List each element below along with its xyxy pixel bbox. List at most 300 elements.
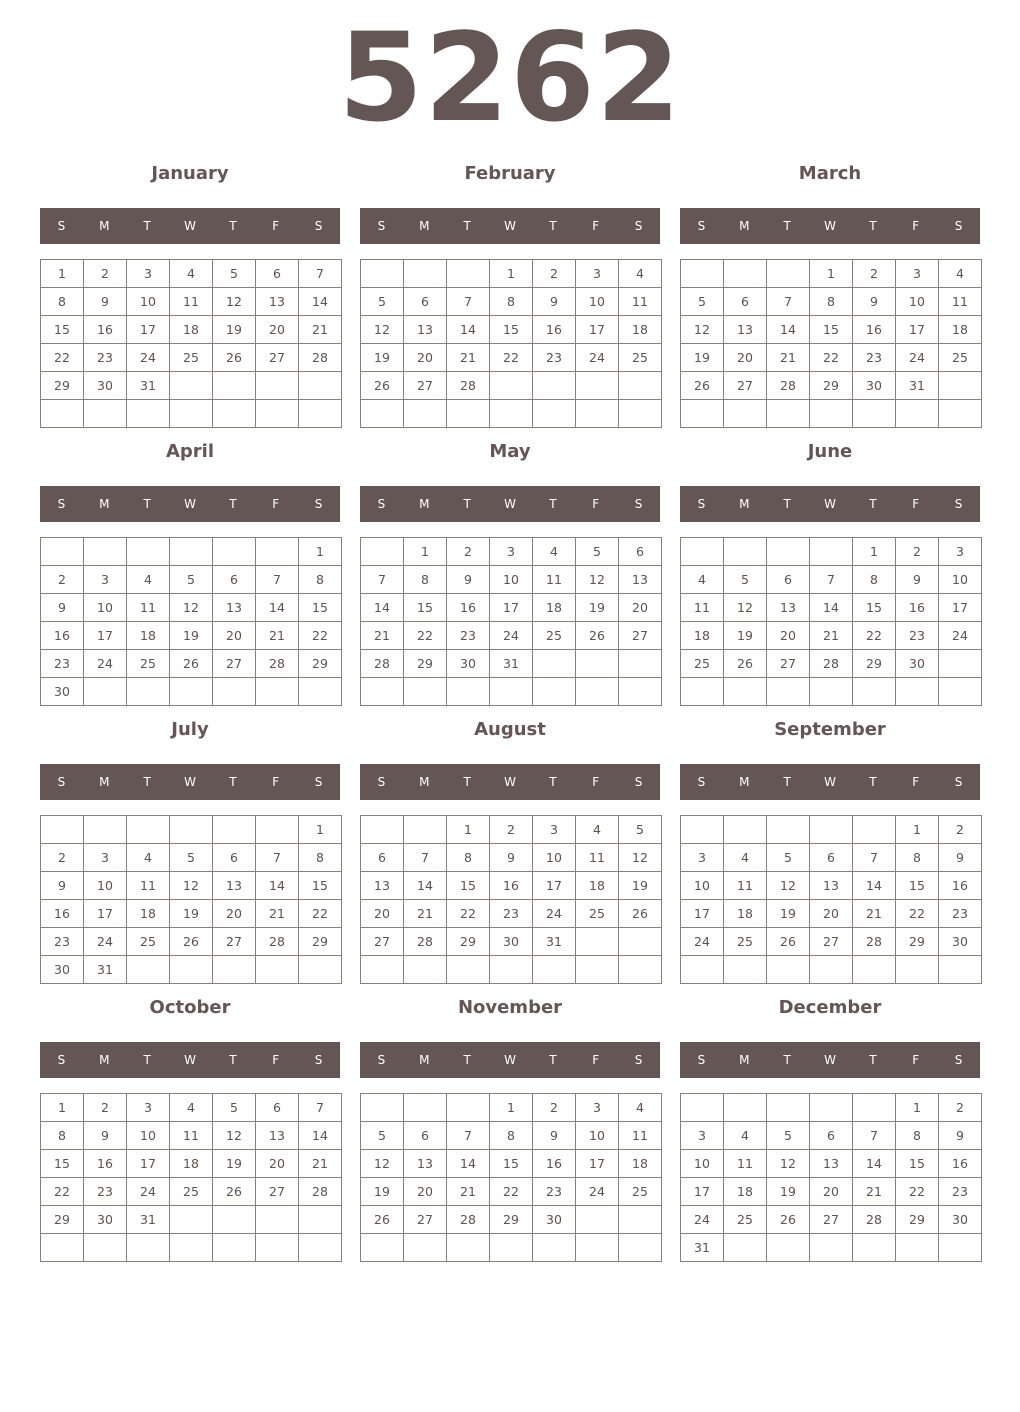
empty-day-cell [619, 400, 662, 428]
day-cell: 27 [256, 344, 299, 372]
day-cell: 10 [681, 872, 724, 900]
day-cell: 20 [767, 622, 810, 650]
day-cell: 15 [447, 872, 490, 900]
week-row [681, 1094, 982, 1122]
day-cell: 30 [41, 956, 84, 984]
empty-day-cell [41, 538, 84, 566]
empty-day-cell [533, 1234, 576, 1262]
day-cell: 1 [896, 816, 939, 844]
day-cell: 14 [447, 316, 490, 344]
day-cell: 10 [84, 872, 127, 900]
empty-day-cell [361, 678, 404, 706]
day-cell: 6 [361, 844, 404, 872]
weekday-label: S [314, 1053, 323, 1067]
empty-day-cell [213, 956, 256, 984]
day-cell: 27 [213, 928, 256, 956]
weekday-label: W [184, 775, 196, 789]
day-cell: 2 [84, 1094, 127, 1122]
week-row [361, 900, 662, 928]
day-grid [360, 537, 662, 706]
empty-day-cell [404, 260, 447, 288]
day-cell: 31 [681, 1234, 724, 1262]
week-row [361, 1178, 662, 1206]
day-cell: 29 [490, 1206, 533, 1234]
day-cell: 14 [256, 594, 299, 622]
week-row [361, 1234, 662, 1262]
empty-day-cell [681, 1094, 724, 1122]
empty-day-cell [810, 1094, 853, 1122]
week-row [361, 538, 662, 566]
empty-day-cell [853, 1094, 896, 1122]
empty-day-cell [576, 678, 619, 706]
day-cell: 6 [767, 566, 810, 594]
empty-day-cell [256, 400, 299, 428]
empty-day-cell [724, 1094, 767, 1122]
day-cell: 8 [896, 1122, 939, 1150]
weekday-label: S [954, 1053, 963, 1067]
weekday-label: M [99, 1053, 110, 1067]
day-cell: 6 [724, 288, 767, 316]
day-cell: 12 [170, 594, 213, 622]
empty-day-cell [127, 678, 170, 706]
day-cell: 24 [576, 344, 619, 372]
day-cell: 5 [619, 816, 662, 844]
week-row [361, 678, 662, 706]
day-cell: 26 [361, 1206, 404, 1234]
empty-day-cell [490, 372, 533, 400]
day-cell: 20 [213, 622, 256, 650]
week-row [41, 678, 342, 706]
empty-day-cell [576, 650, 619, 678]
week-row [41, 1234, 342, 1262]
day-cell: 11 [170, 1122, 213, 1150]
day-cell: 29 [41, 1206, 84, 1234]
day-cell: 23 [490, 900, 533, 928]
day-cell: 19 [213, 1150, 256, 1178]
day-cell: 15 [896, 872, 939, 900]
day-cell: 15 [41, 316, 84, 344]
month-name: March [798, 163, 862, 184]
week-row [361, 594, 662, 622]
empty-day-cell [724, 260, 767, 288]
empty-day-cell [447, 956, 490, 984]
day-cell: 5 [170, 566, 213, 594]
day-cell: 7 [447, 1122, 490, 1150]
day-cell: 23 [533, 344, 576, 372]
day-cell: 26 [170, 650, 213, 678]
day-cell: 8 [896, 844, 939, 872]
weekday-label: W [824, 497, 836, 511]
day-cell: 28 [256, 650, 299, 678]
day-cell: 2 [84, 260, 127, 288]
weekday-label: W [504, 219, 516, 233]
day-cell: 15 [490, 1150, 533, 1178]
empty-day-cell [681, 260, 724, 288]
week-row [361, 1122, 662, 1150]
day-cell: 17 [681, 900, 724, 928]
day-cell: 14 [447, 1150, 490, 1178]
day-cell: 12 [619, 844, 662, 872]
empty-day-cell [576, 400, 619, 428]
weekday-label: F [592, 219, 600, 233]
day-cell: 20 [810, 1178, 853, 1206]
weekday-label: S [954, 497, 963, 511]
day-cell: 22 [41, 344, 84, 372]
week-row [41, 622, 342, 650]
day-cell: 20 [724, 344, 767, 372]
day-cell: 9 [41, 594, 84, 622]
day-grid [360, 815, 662, 984]
day-cell: 7 [810, 566, 853, 594]
day-cell: 7 [256, 566, 299, 594]
weekday-label: W [184, 219, 196, 233]
weekday-label: T [783, 1053, 791, 1067]
weekday-header-bar [680, 486, 980, 522]
weekday-header-bar [680, 764, 980, 800]
day-cell: 9 [490, 844, 533, 872]
empty-day-cell [853, 1234, 896, 1262]
day-cell: 21 [853, 1178, 896, 1206]
week-row [41, 344, 342, 372]
month-name: September [774, 719, 886, 740]
empty-day-cell [767, 956, 810, 984]
day-cell: 30 [84, 372, 127, 400]
empty-day-cell [810, 538, 853, 566]
day-cell: 24 [84, 650, 127, 678]
empty-day-cell [724, 816, 767, 844]
empty-day-cell [213, 372, 256, 400]
day-cell: 17 [127, 316, 170, 344]
day-cell: 30 [939, 928, 982, 956]
month-march [680, 162, 980, 428]
day-cell: 25 [127, 650, 170, 678]
empty-day-cell [41, 816, 84, 844]
week-row [681, 400, 982, 428]
weekday-label: S [697, 775, 706, 789]
weekday-header-bar [360, 1042, 660, 1078]
weekday-label: W [824, 1053, 836, 1067]
day-cell: 22 [299, 900, 342, 928]
day-cell: 26 [213, 1178, 256, 1206]
day-cell: 18 [681, 622, 724, 650]
day-cell: 24 [84, 928, 127, 956]
empty-day-cell [213, 816, 256, 844]
day-cell: 27 [810, 1206, 853, 1234]
day-cell: 12 [361, 1150, 404, 1178]
day-cell: 30 [447, 650, 490, 678]
day-cell: 29 [896, 1206, 939, 1234]
week-row [41, 1178, 342, 1206]
day-cell: 25 [724, 1206, 767, 1234]
day-cell: 29 [299, 928, 342, 956]
weekday-label: F [912, 1053, 920, 1067]
day-cell: 15 [810, 316, 853, 344]
day-cell: 17 [84, 622, 127, 650]
day-cell: 24 [533, 900, 576, 928]
empty-day-cell [256, 678, 299, 706]
day-cell: 6 [810, 1122, 853, 1150]
week-row [361, 316, 662, 344]
day-cell: 13 [810, 872, 853, 900]
weekday-label: F [912, 497, 920, 511]
week-row [681, 816, 982, 844]
day-cell: 15 [299, 872, 342, 900]
empty-day-cell [299, 1206, 342, 1234]
day-cell: 3 [681, 1122, 724, 1150]
day-cell: 19 [619, 872, 662, 900]
day-cell: 10 [681, 1150, 724, 1178]
day-cell: 21 [853, 900, 896, 928]
month-name: July [171, 719, 209, 740]
empty-day-cell [170, 1234, 213, 1262]
day-cell: 15 [896, 1150, 939, 1178]
day-cell: 18 [127, 622, 170, 650]
day-cell: 25 [681, 650, 724, 678]
empty-day-cell [361, 956, 404, 984]
day-cell: 15 [853, 594, 896, 622]
day-cell: 13 [724, 316, 767, 344]
weekday-label: M [99, 219, 110, 233]
empty-day-cell [404, 1094, 447, 1122]
weekday-label: T [229, 497, 237, 511]
empty-day-cell [361, 1094, 404, 1122]
weekday-label: S [314, 219, 323, 233]
empty-day-cell [810, 400, 853, 428]
day-cell: 22 [490, 1178, 533, 1206]
empty-day-cell [84, 678, 127, 706]
day-cell: 5 [681, 288, 724, 316]
weekday-header-bar [40, 764, 340, 800]
weekday-label: S [634, 497, 643, 511]
week-row [361, 928, 662, 956]
day-cell: 4 [619, 260, 662, 288]
weekday-label: T [869, 497, 877, 511]
week-row [361, 288, 662, 316]
day-cell: 1 [299, 816, 342, 844]
week-row [681, 594, 982, 622]
month-november [360, 996, 660, 1262]
weekday-header-bar [40, 1042, 340, 1078]
day-cell: 22 [896, 900, 939, 928]
day-cell: 20 [404, 1178, 447, 1206]
week-row [681, 372, 982, 400]
day-cell: 4 [576, 816, 619, 844]
day-cell: 10 [896, 288, 939, 316]
day-cell: 4 [533, 538, 576, 566]
week-row [41, 900, 342, 928]
day-cell: 28 [447, 1206, 490, 1234]
month-name: August [474, 719, 546, 740]
week-row [361, 1094, 662, 1122]
empty-day-cell [361, 400, 404, 428]
weekday-label: W [824, 219, 836, 233]
day-cell: 21 [361, 622, 404, 650]
month-name: November [457, 997, 563, 1018]
day-cell: 27 [810, 928, 853, 956]
empty-day-cell [299, 372, 342, 400]
day-cell: 2 [853, 260, 896, 288]
week-row [681, 316, 982, 344]
weekday-label: S [377, 219, 386, 233]
empty-day-cell [681, 816, 724, 844]
day-cell: 9 [939, 1122, 982, 1150]
weekday-label: F [592, 775, 600, 789]
day-cell: 11 [576, 844, 619, 872]
day-cell: 1 [896, 1094, 939, 1122]
empty-day-cell [724, 956, 767, 984]
day-cell: 24 [681, 1206, 724, 1234]
empty-day-cell [170, 956, 213, 984]
day-cell: 20 [213, 900, 256, 928]
day-cell: 30 [490, 928, 533, 956]
week-row [41, 872, 342, 900]
empty-day-cell [896, 1234, 939, 1262]
day-cell: 17 [84, 900, 127, 928]
empty-day-cell [724, 538, 767, 566]
day-cell: 19 [576, 594, 619, 622]
week-row [361, 650, 662, 678]
day-cell: 13 [256, 288, 299, 316]
day-cell: 28 [256, 928, 299, 956]
day-cell: 29 [447, 928, 490, 956]
empty-day-cell [127, 816, 170, 844]
weekday-label: S [57, 497, 66, 511]
day-cell: 22 [41, 1178, 84, 1206]
empty-day-cell [681, 678, 724, 706]
day-cell: 5 [767, 1122, 810, 1150]
day-cell: 19 [681, 344, 724, 372]
weekday-label: T [143, 219, 151, 233]
day-cell: 24 [490, 622, 533, 650]
empty-day-cell [299, 678, 342, 706]
empty-day-cell [256, 956, 299, 984]
empty-day-cell [84, 1234, 127, 1262]
week-row [41, 594, 342, 622]
empty-day-cell [447, 400, 490, 428]
day-grid [40, 815, 342, 984]
day-cell: 9 [533, 1122, 576, 1150]
day-cell: 2 [533, 1094, 576, 1122]
weekday-label: S [377, 497, 386, 511]
week-row [41, 928, 342, 956]
day-cell: 8 [41, 288, 84, 316]
day-cell: 21 [447, 344, 490, 372]
empty-day-cell [213, 400, 256, 428]
weekday-label: T [229, 1053, 237, 1067]
empty-day-cell [853, 956, 896, 984]
week-row [41, 1206, 342, 1234]
day-cell: 3 [576, 1094, 619, 1122]
day-cell: 13 [213, 872, 256, 900]
day-cell: 6 [404, 1122, 447, 1150]
day-cell: 10 [576, 1122, 619, 1150]
day-cell: 5 [361, 288, 404, 316]
day-cell: 18 [724, 1178, 767, 1206]
day-cell: 8 [490, 288, 533, 316]
day-cell: 9 [896, 566, 939, 594]
day-cell: 8 [853, 566, 896, 594]
empty-day-cell [767, 816, 810, 844]
day-cell: 11 [939, 288, 982, 316]
day-cell: 6 [213, 566, 256, 594]
day-cell: 9 [84, 288, 127, 316]
day-cell: 19 [767, 900, 810, 928]
day-cell: 11 [127, 872, 170, 900]
weekday-label: F [272, 1053, 280, 1067]
weekday-label: M [739, 775, 750, 789]
day-cell: 7 [853, 1122, 896, 1150]
weekday-label: W [824, 775, 836, 789]
weekday-label: F [272, 775, 280, 789]
day-cell: 27 [256, 1178, 299, 1206]
weekday-label: S [57, 219, 66, 233]
week-row [361, 1206, 662, 1234]
empty-day-cell [767, 678, 810, 706]
day-cell: 24 [127, 344, 170, 372]
day-cell: 12 [767, 872, 810, 900]
week-row [41, 1150, 342, 1178]
day-cell: 7 [299, 260, 342, 288]
empty-day-cell [681, 956, 724, 984]
weekday-label: M [419, 497, 430, 511]
weekday-label: T [783, 497, 791, 511]
day-cell: 5 [724, 566, 767, 594]
day-cell: 10 [127, 288, 170, 316]
weekday-label: F [912, 775, 920, 789]
day-cell: 21 [447, 1178, 490, 1206]
day-cell: 30 [41, 678, 84, 706]
day-cell: 23 [41, 650, 84, 678]
day-grid [40, 259, 342, 428]
day-cell: 10 [939, 566, 982, 594]
year-title: 5262 [338, 7, 682, 149]
day-cell: 16 [84, 316, 127, 344]
weekday-label: T [143, 497, 151, 511]
empty-day-cell [767, 400, 810, 428]
day-cell: 14 [853, 1150, 896, 1178]
day-cell: 25 [533, 622, 576, 650]
weekday-label: T [549, 775, 557, 789]
week-row [41, 844, 342, 872]
empty-day-cell [447, 260, 490, 288]
day-cell: 2 [490, 816, 533, 844]
day-cell: 26 [213, 344, 256, 372]
day-cell: 18 [170, 316, 213, 344]
empty-day-cell [256, 816, 299, 844]
month-july [40, 718, 340, 984]
day-cell: 26 [681, 372, 724, 400]
week-row [41, 650, 342, 678]
day-cell: 11 [619, 288, 662, 316]
day-cell: 20 [361, 900, 404, 928]
day-cell: 28 [767, 372, 810, 400]
day-cell: 11 [681, 594, 724, 622]
day-cell: 28 [299, 1178, 342, 1206]
day-cell: 21 [256, 622, 299, 650]
day-cell: 17 [896, 316, 939, 344]
month-name: February [464, 163, 556, 184]
empty-day-cell [256, 538, 299, 566]
empty-day-cell [490, 400, 533, 428]
empty-day-cell [490, 956, 533, 984]
day-cell: 23 [896, 622, 939, 650]
day-cell: 4 [619, 1094, 662, 1122]
day-cell: 9 [84, 1122, 127, 1150]
day-cell: 25 [170, 344, 213, 372]
empty-day-cell [853, 816, 896, 844]
day-cell: 25 [619, 1178, 662, 1206]
day-cell: 24 [681, 928, 724, 956]
